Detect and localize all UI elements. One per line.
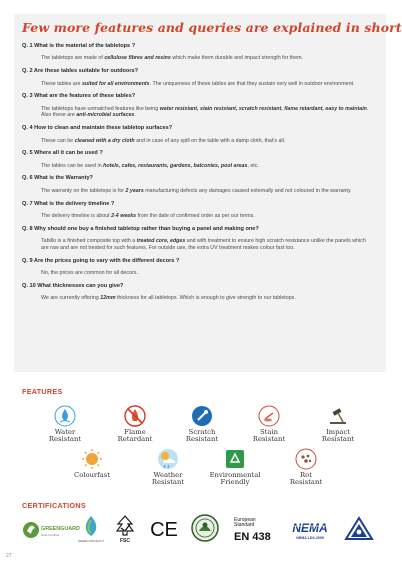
en438-logo	[232, 515, 276, 543]
faq-answer	[22, 238, 378, 251]
page-number: 27	[6, 553, 12, 559]
answer-text: The tabletops are made of	[41, 55, 105, 62]
nema-logo	[286, 519, 334, 541]
green-product-text: GREEN PRODUCT	[77, 539, 105, 543]
ce-text: CE	[150, 519, 178, 541]
faq-answer	[22, 81, 378, 88]
fsc-text: FSC	[120, 538, 130, 544]
isi-mark-logo	[344, 516, 374, 542]
answer-text: Tabillo is a finished composite top with a	[41, 238, 137, 245]
answer-highlight: anti-microbial surfaces	[76, 112, 135, 119]
answer-highlight: water resistant, stain resistant, scratch resistant, flame retardant, easy to maintain	[159, 105, 367, 112]
faq-item	[22, 43, 378, 62]
greenguard-subtext: Gold Certified	[41, 533, 60, 537]
stain-icon	[258, 405, 280, 427]
faq-item	[22, 68, 378, 87]
certifications-heading: CERTIFICATIONS	[22, 501, 86, 510]
faq-question: Q. 7 What is the delivery timeline ?	[22, 200, 115, 207]
en438-line2: Standard	[234, 522, 255, 528]
answer-text: The tables can be used in	[41, 162, 104, 169]
faq-question: Q. 1 What is the material of the tabletops ?	[22, 43, 136, 49]
faq-answer	[22, 213, 378, 220]
answer-text: and with treatment to ensure high scratch resistance unlike the panels which are raw and are not treated for such features. For outside use, the extra UV treatment makes colour fast too.	[41, 238, 366, 251]
scratch-icon	[191, 405, 213, 427]
green-product-logo	[77, 514, 105, 544]
en438-text: EN 438	[234, 531, 271, 543]
feature-label: Rot Resistant	[289, 471, 323, 487]
nema-subtext: NEMA LD3-2005	[296, 536, 324, 540]
answer-highlight: 12mm	[100, 295, 116, 302]
round-seal-logo	[190, 513, 220, 543]
feature-rot-resistant	[276, 448, 336, 487]
answer-highlight: hotels, cafes, restaurants, gardens, balconies, pool areas	[103, 162, 248, 169]
en438-line1: European	[234, 517, 256, 523]
answer-text: These can be	[41, 137, 75, 144]
fsc-logo	[114, 514, 136, 544]
answer-text: thickness for all tabletops. Which is enough to give strength to our tabletops.	[115, 295, 296, 302]
answer-text: The tabletops have unmatched features like being	[41, 105, 160, 112]
feature-weather-resistant	[138, 448, 198, 487]
feature-flame-retardant	[105, 405, 165, 444]
faq-question: Q. 3 What are the features of these tables?	[22, 93, 136, 100]
feature-stain-resistant	[239, 405, 299, 444]
faq-question: Q. 9 Are the prices going to vary with the different decors ?	[22, 257, 180, 264]
faq-item	[22, 283, 378, 302]
answer-text: The warranty on the tabletops is for	[41, 187, 126, 194]
answer-text: , etc.	[247, 162, 259, 169]
feature-impact-resistant	[308, 405, 368, 444]
faq-item	[22, 258, 378, 277]
features-heading: FEATURES	[22, 387, 63, 396]
answer-highlight: treated core, edges	[136, 238, 186, 245]
faq-answer	[22, 106, 378, 119]
feature-label: Flame Retardant	[117, 428, 153, 444]
answer-text: We are currently offering	[41, 295, 101, 302]
faq-question: Q. 10 What thicknesses can you give?	[22, 282, 124, 289]
answer-text: and in case of any spill on the table with a damp cloth, that's all.	[134, 137, 286, 144]
faq-question: Q. 4 How to clean and maintain these tabletop surfaces?	[22, 125, 173, 132]
rot-icon	[295, 448, 317, 470]
answer-text: . Also these are	[41, 105, 369, 119]
feature-label: Scratch Resistant	[185, 428, 219, 444]
faq-list	[22, 43, 378, 302]
feature-environmental-friendly	[205, 448, 265, 487]
hammer-icon	[327, 405, 349, 427]
answer-highlight: 2 years	[125, 187, 144, 194]
faq-answer	[22, 138, 378, 145]
answer-text: from the date of confirmed order as per our terms.	[136, 213, 255, 220]
answer-text: These tables are	[41, 80, 82, 87]
faq-item	[22, 150, 378, 169]
faq-item	[22, 201, 378, 220]
answer-text: manufacturing defects any damages caused externally and not coloured in the warranty.	[143, 187, 352, 194]
faq-answer	[22, 270, 378, 277]
faq-question: Q. 8 Why should one buy a finished tabletop rather than buying a panel and making one?	[22, 225, 259, 232]
feature-scratch-resistant	[172, 405, 232, 444]
answer-highlight: suited for all environments	[81, 80, 150, 87]
feature-label: Colourfast	[74, 471, 110, 479]
feature-label: Weather Resistant	[151, 471, 185, 487]
flame-icon	[124, 405, 146, 427]
faq-question: Q. 2 Are these tables suitable for outdoors?	[22, 68, 139, 75]
weather-icon	[157, 448, 179, 470]
faq-answer	[22, 163, 378, 170]
faq-question: Q. 6 What is the Warranty?	[22, 175, 93, 182]
faq-answer	[22, 295, 378, 302]
feature-label: Environmental Friendly	[209, 471, 261, 487]
water-drop-icon	[54, 405, 76, 427]
greenguard-text: GREENGUARD	[41, 526, 80, 532]
feature-label: Stain Resistant	[252, 428, 286, 444]
answer-highlight: 2-4 weeks	[111, 213, 137, 220]
answer-text: The delivery timeline is about	[41, 213, 112, 220]
feature-label: Impact Resistant	[321, 428, 355, 444]
faq-item	[22, 125, 378, 144]
page-title: Few more features and queries are explained in short	[22, 20, 402, 35]
answer-highlight: cellulose fibres and resins	[104, 55, 171, 62]
sun-icon	[81, 448, 103, 470]
feature-water-resistant	[35, 405, 95, 444]
faq-item	[22, 93, 378, 119]
nema-text: NEMA	[292, 521, 328, 535]
answer-text: which make them durable and impact strength for them.	[170, 55, 304, 62]
faq-question: Q. 5 Where all it can be used ?	[22, 150, 103, 157]
faq-answer	[22, 188, 378, 195]
faq-item	[22, 175, 378, 194]
answer-highlight: cleaned with a dry cloth	[74, 137, 135, 144]
greenguard-logo	[22, 516, 80, 544]
ce-mark-logo	[147, 517, 181, 541]
answer-text: .	[134, 112, 136, 119]
answer-text: No, the prices are common for all decors.	[41, 269, 138, 276]
feature-label: Water Resistant	[48, 428, 82, 444]
faq-panel	[14, 14, 402, 372]
faq-item	[22, 226, 378, 252]
recycle-icon	[224, 448, 246, 470]
answer-text: . The uniqueness of these tables are that they sustain very well in outdoor environment.	[149, 80, 355, 87]
faq-answer	[22, 55, 378, 62]
feature-colourfast	[62, 448, 122, 479]
